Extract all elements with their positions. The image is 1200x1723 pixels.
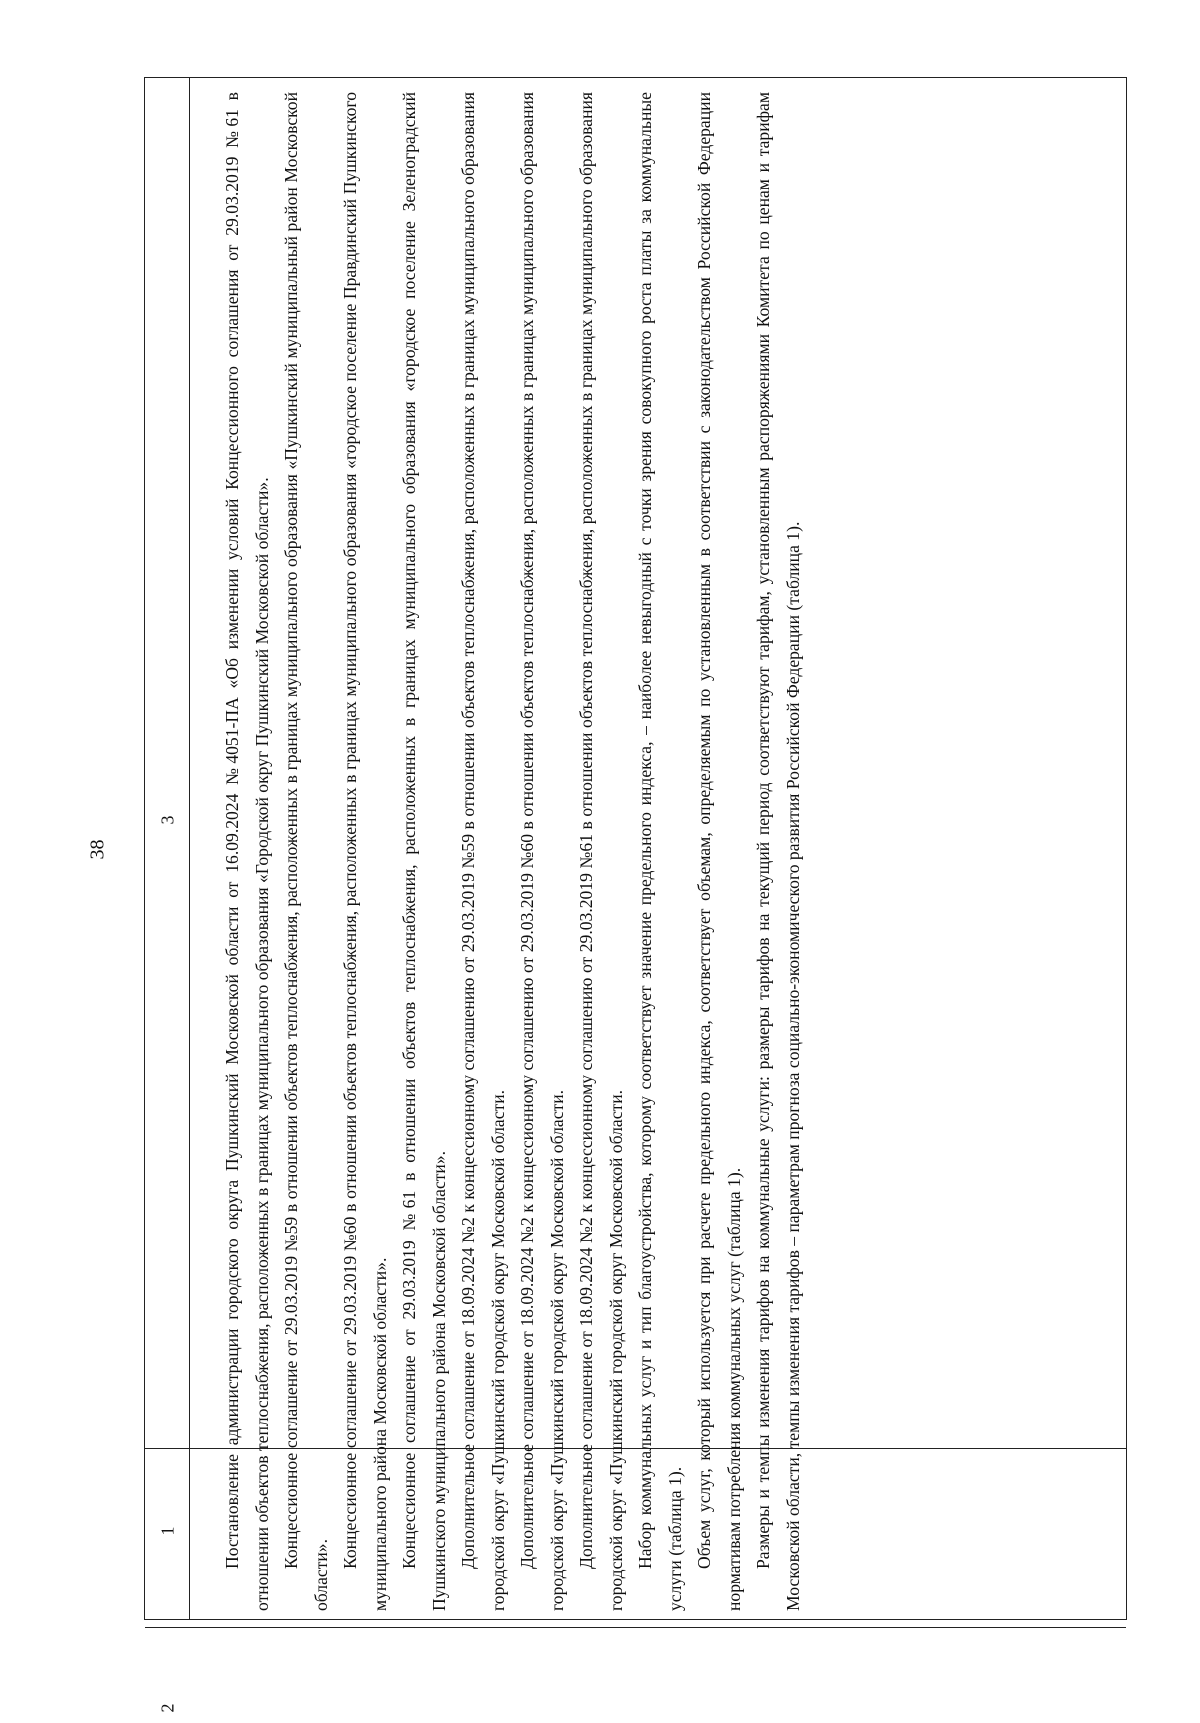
column-2-header: 2 — [157, 1703, 177, 1713]
paragraph: Набор коммунальных услуг и тип благоустройства, которому соответствует значение предельного индекса, – наиболее невыгодный с точки зрения совокупного роста платы за коммунальные услуги (таблица 1). — [635, 92, 685, 1611]
paragraph: Концессионное соглашение от 29.03.2019 №60 в отношении объектов теплоснабжения, расположенных в границах муниципального образования «городское поселение Правдинский Пушкинского муниципального района Московской области». — [340, 92, 390, 1611]
header-row-divider — [189, 78, 190, 1619]
paragraph: Концессионное соглашение от 29.03.2019 №61 в отношении объектов теплоснабжения, расположенных в границах муниципального образования «городское поселение Зеленоградский Пушкинского муниципального района Московской области». — [399, 92, 449, 1611]
page-number — [83, 829, 113, 869]
paragraph: Дополнительное соглашение от 18.09.2024 №2 к концессионному соглашению от 29.03.2019 №61 в отношении объектов теплоснабжения, расположенных в границах муниципального образования городской округ «Пушкинский городской округ Московской области. — [576, 92, 626, 1611]
page-number-text: 38 — [86, 839, 109, 859]
column-1-header: 1 — [157, 1526, 177, 1536]
paragraph: Дополнительное соглашение от 18.09.2024 №2 к концессионному соглашению от 29.03.2019 №60 в отношении объектов теплоснабжения, расположенных в границах муниципального образования городской округ «Пушкинский городской округ Московской области. — [517, 92, 567, 1611]
paragraph: Размеры и темпы изменения тарифов на коммунальные услуги: размеры тарифов на текущий период соответствуют тарифам, установленным распоряжениями Комитета по ценам и тарифам Московской области, темпы изменения тарифов – параметрам прогноза социально-экономического развития Российской Федерации (таблица 1). — [753, 92, 803, 1611]
paragraph: Концессионное соглашение от 29.03.2019 №59 в отношении объектов теплоснабжения, расположенных в границах муниципального образования «Пушкинский муниципальный район Московской области». — [281, 92, 331, 1611]
paragraph: Объем услуг, который используется при расчете предельного индекса, соответствует объемам, определяемым по установленным в соответствии с законодательством Российской Федерации нормативам потребления коммунальных услуг (таблица 1). — [694, 92, 744, 1611]
paragraph: Постановление администрации городского округа Пушкинский Московской области от 16.09.2024 №4051-ПА «Об изменении условий Концессионного соглашения от 29.03.2019 №61 в отношении объектов теплоснабжения, расположенных в границах муниципального образования «Городской округ Пушкинский Московской области». — [222, 92, 272, 1611]
column-3-content — [192, 78, 1127, 1619]
column-3-header: 3 — [157, 815, 177, 825]
paragraph: Дополнительное соглашение от 18.09.2024 №2 к концессионному соглашению от 29.03.2019 №59 в отношении объектов теплоснабжения, расположенных в границах муниципального образования городской округ «Пушкинский городской округ Московской области. — [458, 92, 508, 1611]
row-divider-col2-col3 — [145, 1627, 1126, 1628]
